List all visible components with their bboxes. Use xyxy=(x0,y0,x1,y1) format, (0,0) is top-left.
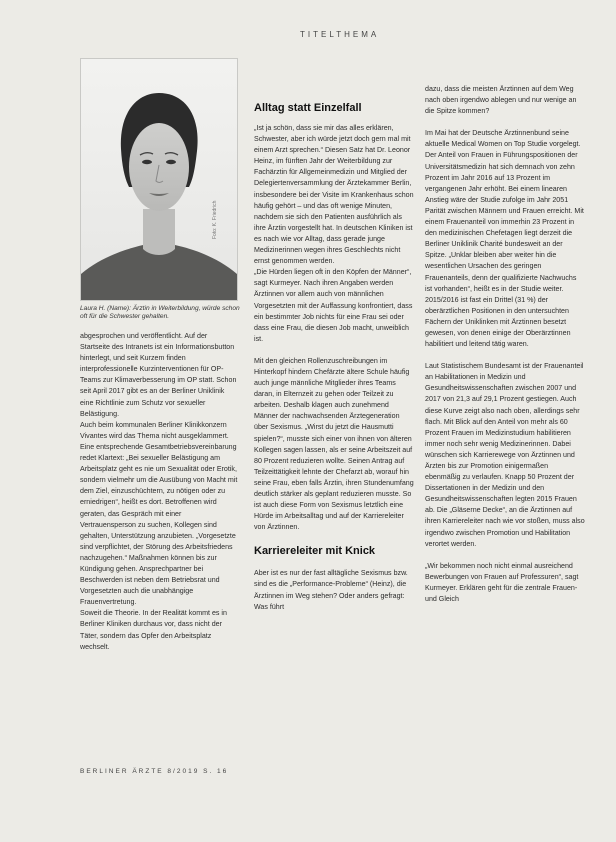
paragraph: Auch beim kommunalen Berliner Klinikkonzern Vivantes wird das Thema nicht ausgeklammert. Eine entsprechende Gesamtbetriebsvereinbarung redet Klartext: „Bei sexueller Belästigung am Arbeitsplatz geht es nie um Sexualität oder Erotik, sondern vielmehr um die Ausübung von Macht mit dem Ziel, einzuschüchtern, zu nötigen oder zu erniedrigen“, heißt es dort. Betroffenen wird geraten, das Gespräch mit einer Vertrauensperson zu suchen, Kollegen sind gehalten, Unterstützung anzubieten. „Vorgesetzte sind verpflichtet, der Störung des Arbeitsfriedens nachzugehen.“ Maßnahmen können bis zur Kündigung gehen. Ansprechpartner bei Beschwerden ist neben dem Betriebsrat und Vorgesetzten auch die unabhängige Frauenvertretung. xyxy=(80,420,238,607)
paragraph: Mit den gleichen Rollenzuschreibungen im Hinterkopf hindern Chefärzte ältere Schule häufig auch junge männliche Mitglieder ihres Teams daran, in Elternzeit zu gehen oder Teilzeit zu arbeiten. Deshalb klagen auch zunehmend Männer der nachwachsenden Ärztegeneration über Sexismus. „Wirst du jetzt die Hausmutti spielen?“, musste sich einer von ihnen von älteren Kollegen sagen lassen, als er seine Arbeitszeit auf 80 Prozent reduzieren wollte. Seinen Antrag auf Teilzeittätigkeit lehnte der Chefarzt ab, worauf hin seine Frau, eben falls Ärztin, ihren Stundenumfang deutlich stärker als geplant reduzieren musste. So ist auch diese Form von Sexismus letztlich eine Hürde im Arbeitsalltag und auf der Karriereleiter von Ärztinnen. xyxy=(254,356,414,532)
subheading-alltag: Alltag statt Einzelfall xyxy=(254,102,362,114)
text-column-2 xyxy=(254,102,414,613)
photo-credit: Foto: K. Friedrich xyxy=(212,200,218,239)
portrait-photo xyxy=(80,58,238,301)
paragraph: abgesprochen und veröffentlicht. Auf der Startseite des Intranets ist ein Informationsbutton hinterlegt, und seit Kurzem finden interprofessionelle Kurzinterventionen für OP-Teams zur Klimaverbesserung im OP statt. Schon seit April 2017 gibt es an der Berliner Uniklinik eine Richtlinie zum Schutz vor sexueller Belästigung. xyxy=(80,332,237,418)
paragraph: „Die Hürden liegen oft in den Köpfen der Männer“, sagt Kurmeyer. Nach ihren Angaben werden Ärztinnen vor allem auch von männlichen Vorgesetzten mit der Auffassung konfrontiert, dass ein bestimmter Job nichts für eine Frau sei oder dass eine Frau, die diesen Job macht, unweiblich ist. xyxy=(254,268,413,343)
paragraph: „Ist ja schön, dass sie mir das alles erklären, Schwester, aber ich würde jetzt doch gern mal mit einem Arzt sprechen.“ Diesen Satz hat Dr. Leonor Heinz, im fünften Jahr der Weiterbildung zur Fachärztin für Allgemeinmedizin und Mitglied der Delegiertenversammlung der Ärztekammer Berlin, insbesondere bei der Visite im Krankenhaus schon häufig gehört – und das oft wenige Minuten, nachdem sie sich den Patienten ausführlich als ihre Ärztin vorgestellt hat. In deutschen Kliniken ist es nach wie vor Alltag, dass gerade junge Medizinerinnen wegen ihres Geschlechts nicht ernst genommen werden. xyxy=(254,124,414,266)
paragraph: Laut Statistischem Bundesamt ist der Frauenanteil an Habilitationen in Medizin und Gesundheitswissenschaften zwischen 2007 und 2017 von 21,3 auf 29,1 Prozent gestiegen. Auch diese Kurve zeigt also nach oben, allerdings sehr flach. Mit Blick auf den Anteil von mehr als 60 Prozent Frauen im Medizinstudium habilitieren immer noch sehr wenig Medizinerinnen. Dabei wünschen sich Karrierewege von Ärztinnen und Ärzten bis zur Promotion einigermaßen ebenmäßig zu verlaufen. Knapp 50 Prozent der Dissertationen in der Medizin und den Gesundheitswissenschaften legten 2015 Frauen ab. Die „Gläserne Decke“, an die Ärztinnen auf ihren Karriereleiter nach wie vor stoßen, muss also irgendwo zwischen Promotion und Habilitation verortet werden. xyxy=(425,362,585,548)
paragraph: Im Mai hat der Deutsche Ärztinnenbund seine aktuelle Medical Women on Top Studie vorgelegt. Der Anteil von Frauen in Führungspositionen der Universitätsmedizin hat sich demnach von zehn Prozent im Jahr 2016 auf 13 Prozent im vergangenen Jahr erhöht. Bei einem linearen Anstieg wäre der Studie zufolge im Jahr 2051 Parität zwischen Männern und Frauen erreicht. Mit einem Frauenanteil von immerhin 23 Prozent in den medizinischen Chefetagen liegt derzeit die Berliner Uniklinik Charité bundesweit an der Spitze. „Unklar bleiben aber weiter hin die wesentlichen Ursachen des geringen Frauenanteils, denn der qualifizierte Nachwuchs ist vorhanden“, heißt es in der Studie weiter. 2015/2016 ist fast ein Drittel (31 %) der oberärztlichen Positionen in den untersuchten Fächern der Uniklinken mit Ärztinnen besetzt gewesen, von denen einige der Oberärztinnen habilitiert und leitend tätig waren. xyxy=(425,129,584,349)
paragraph: Aber ist es nur der fast alltägliche Sexismus bzw. sind es die „Performance-Probleme“ (Heinz), die Ärztinnen im Weg stehen? Oder anders gefragt: Was führt xyxy=(254,569,408,611)
paragraph: „Wir bekommen noch nicht einmal ausreichend Bewerbungen von Frauen auf Professuren“, sagt Kurmeyer. Erklären geht für die zentrale Frauen- und Gleich xyxy=(425,561,579,604)
page-footer: BERLINER ÄRZTE 8/2019 S. 16 xyxy=(80,768,229,775)
photo-caption: Laura H. (Name): Ärztin in Weiterbildung, würde schon oft für die Schwester gehalten. xyxy=(80,305,240,320)
section-header: TITELTHEMA xyxy=(300,30,380,39)
text-column-3 xyxy=(425,84,585,605)
paragraph: Soweit die Theorie. In der Realität kommt es in Berliner Kliniken durchaus vor, dass nicht der Täter, sondern das Opfer den Arbeitsplatz wechselt. xyxy=(80,609,227,651)
text-column-1 xyxy=(80,331,238,653)
portrait-image xyxy=(81,59,237,300)
subheading-karriere: Karriereleiter mit Knick xyxy=(254,545,376,558)
paragraph: dazu, dass die meisten Ärztinnen auf dem Weg nach oben irgendwo ablegen und nur wenige an die Spitze kommen? xyxy=(425,85,577,116)
